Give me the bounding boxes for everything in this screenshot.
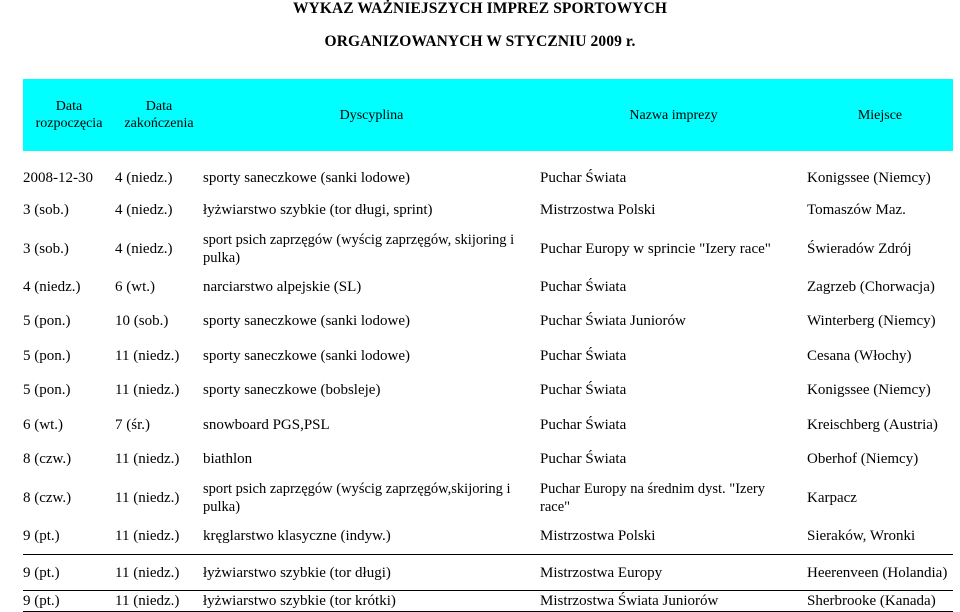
- cell-place: Karpacz: [807, 489, 857, 506]
- table-row: [23, 339, 953, 374]
- cell-event-name: Puchar Świata: [540, 278, 627, 295]
- cell-event-name: Puchar Świata: [540, 382, 627, 399]
- cell-event-name: Puchar Europy w sprincie "Izery race": [540, 240, 771, 257]
- cell-end-date: 4 (niedz.): [115, 240, 173, 257]
- column-header-end-date: Data zakończenia: [115, 79, 203, 151]
- document-subtitle: ORGANIZOWANYCH W STYCZNIU 2009 r.: [324, 33, 636, 50]
- cell-end-date: 10 (sob.): [115, 313, 169, 330]
- cell-start-date: 5 (pon.): [23, 313, 71, 330]
- cell-place: Sherbrooke (Kanada): [807, 591, 953, 612]
- cell-discipline: sporty saneczkowe (bobsleje): [203, 382, 381, 399]
- cell-end-date: 11 (niedz.): [115, 591, 203, 612]
- cell-discipline: łyżwiarstwo szybkie (tor długi, sprint): [203, 202, 433, 219]
- cell-end-date: 7 (śr.): [115, 416, 150, 433]
- cell-start-date: 3 (sob.): [23, 240, 69, 257]
- cell-end-date: 11 (niedz.): [115, 555, 203, 591]
- column-header-start-date: Data rozpoczęcia: [23, 79, 115, 151]
- table-row: [23, 151, 953, 193]
- cell-start-date: 5 (pon.): [23, 382, 71, 399]
- cell-event-name: Puchar Świata: [540, 451, 627, 468]
- table-header-row: [23, 79, 953, 151]
- cell-place: Oberhof (Niemcy): [807, 451, 919, 468]
- cell-start-date: 6 (wt.): [23, 416, 63, 433]
- cell-place: Sieraków, Wronki: [807, 528, 916, 545]
- cell-start-date: 8 (czw.): [23, 489, 72, 506]
- column-header-event-name: Nazwa imprezy: [540, 79, 807, 151]
- cell-end-date: 11 (niedz.): [115, 528, 180, 545]
- table-row: [23, 591, 953, 612]
- cell-place: Konigssee (Niemcy): [807, 382, 931, 399]
- table-row: [23, 555, 953, 591]
- column-header-discipline: Dyscyplina: [203, 79, 540, 151]
- cell-place: Konigssee (Niemcy): [807, 170, 931, 186]
- cell-discipline: biathlon: [203, 451, 253, 468]
- cell-start-date: 5 (pon.): [23, 347, 71, 364]
- cell-event-name: Mistrzostwa Europy: [540, 555, 807, 591]
- cell-discipline: snowboard PGS,PSL: [203, 416, 330, 433]
- table-row: [23, 442, 953, 477]
- cell-discipline: sporty saneczkowe (sanki lodowe): [203, 170, 411, 186]
- table-row: [23, 477, 953, 519]
- cell-end-date: 11 (niedz.): [115, 382, 180, 399]
- events-table: [23, 79, 953, 612]
- cell-start-date: 4 (niedz.): [23, 278, 81, 295]
- cell-discipline: narciarstwo alpejskie (SL): [203, 278, 362, 295]
- cell-end-date: 11 (niedz.): [115, 489, 180, 506]
- cell-discipline: sporty saneczkowe (sanki lodowe): [203, 347, 411, 364]
- cell-place: Kreischberg (Austria): [807, 416, 938, 433]
- cell-discipline: sport psich zaprzęgów (wyścig zaprzęgów, skijoring i pulka): [203, 231, 515, 266]
- cell-end-date: 11 (niedz.): [115, 347, 180, 364]
- cell-start-date: 9 (pt.): [23, 528, 60, 545]
- table-row: [23, 519, 953, 555]
- table-row: [23, 304, 953, 339]
- cell-start-date: 3 (sob.): [23, 202, 69, 219]
- cell-event-name: Mistrzostwa Polski: [540, 202, 656, 219]
- cell-start-date: 9 (pt.): [23, 591, 115, 612]
- cell-place: Heerenveen (Holandia): [807, 555, 953, 591]
- document-title: WYKAZ WAŻNIEJSZYCH IMPREZ SPORTOWYCH: [292, 0, 668, 17]
- cell-place: Świeradów Zdrój: [807, 240, 912, 257]
- cell-place: Cesana (Włochy): [807, 347, 912, 364]
- cell-end-date: 11 (niedz.): [115, 451, 180, 468]
- table-row: [23, 228, 953, 270]
- table-row: [23, 373, 953, 408]
- cell-event-name: Mistrzostwa Świata Juniorów: [540, 591, 807, 612]
- cell-start-date: 2008-12-30: [23, 170, 93, 186]
- cell-place: Winterberg (Niemcy): [807, 313, 936, 330]
- cell-end-date: 4 (niedz.): [115, 170, 173, 186]
- cell-discipline: łyżwiarstwo szybkie (tor krótki): [203, 591, 540, 612]
- cell-end-date: 4 (niedz.): [115, 202, 173, 219]
- cell-start-date: 9 (pt.): [23, 555, 115, 591]
- cell-event-name: Mistrzostwa Polski: [540, 528, 656, 545]
- column-header-place: Miejsce: [807, 79, 953, 151]
- cell-event-name: Puchar Świata: [540, 416, 627, 433]
- cell-event-name: Puchar Świata: [540, 170, 627, 186]
- table-row: [23, 270, 953, 305]
- cell-start-date: 8 (czw.): [23, 451, 72, 468]
- cell-discipline: sporty saneczkowe (sanki lodowe): [203, 313, 411, 330]
- cell-discipline: sport psich zaprzęgów (wyścig zaprzęgów,skijoring i pulka): [203, 480, 511, 515]
- cell-event-name: Puchar Europy na średnim dyst. "Izery race": [540, 480, 765, 515]
- cell-event-name: Puchar Świata Juniorów: [540, 313, 686, 330]
- cell-place: Zagrzeb (Chorwacja): [807, 278, 935, 295]
- table-row: [23, 193, 953, 228]
- cell-discipline: kręglarstwo klasyczne (indyw.): [203, 528, 391, 545]
- cell-event-name: Puchar Świata: [540, 347, 627, 364]
- cell-place: Tomaszów Maz.: [807, 202, 906, 219]
- cell-discipline: łyżwiarstwo szybkie (tor długi): [203, 555, 540, 591]
- cell-end-date: 6 (wt.): [115, 278, 155, 295]
- table-row: [23, 408, 953, 443]
